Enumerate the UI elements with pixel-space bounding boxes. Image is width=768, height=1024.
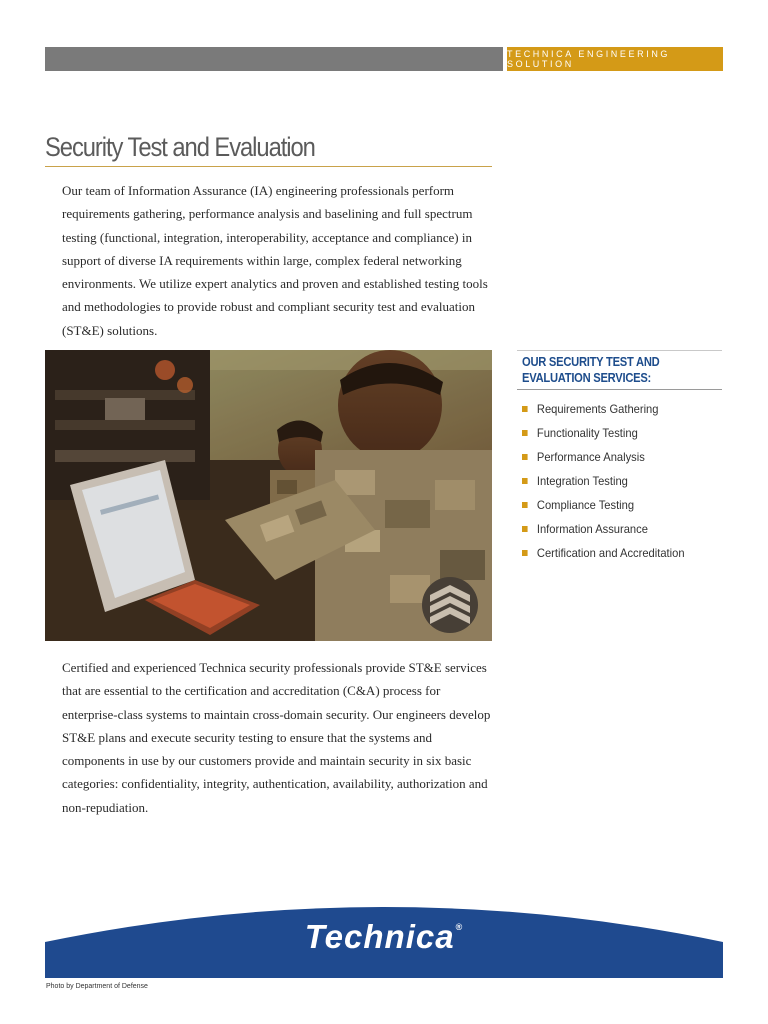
title-divider bbox=[45, 166, 492, 167]
square-bullet-icon bbox=[522, 502, 528, 508]
body-paragraph: Certified and experienced Technica security professionals provide ST&E services that are essential to the certification and accreditation (C&A) process for enterprise-class systems to maintain cross-domain security. Our engineers develop ST&E plans and execute security testing to ensure that the systems and components in use by our customers provide and maintain security in six basic categories: confidentiality, integrity, authentication, availability, authorization and non-repudiation. bbox=[62, 660, 491, 815]
service-item bbox=[522, 541, 685, 565]
intro-paragraph: Our team of Information Assurance (IA) engineering professionals perform requirements gathering, performance analysis and baselining and full spectrum testing (functional, integration, interoperability, acceptance and compliance) in support of diverse IA requirements within large, complex federal networking environments. We utilize expert analytics and proven and established testing tools and methodologies to provide robust and compliant security test and evaluation (ST&E) solutions. bbox=[62, 183, 488, 338]
service-item bbox=[522, 445, 685, 469]
square-bullet-icon bbox=[522, 550, 528, 556]
header-banner-text: TECHNICA ENGINEERING SOLUTION bbox=[507, 49, 671, 69]
square-bullet-icon bbox=[522, 478, 528, 484]
header-banner bbox=[507, 47, 723, 71]
service-item-label: Information Assurance bbox=[536, 522, 648, 536]
service-item bbox=[522, 469, 685, 493]
services-top-rule bbox=[517, 350, 722, 351]
soldiers-at-laptop-photo bbox=[45, 350, 492, 641]
service-item-label: Performance Analysis bbox=[536, 450, 645, 464]
square-bullet-icon bbox=[522, 454, 528, 460]
page-title: Security Test and Evaluation bbox=[45, 132, 315, 162]
service-item-label: Requirements Gathering bbox=[536, 402, 659, 416]
service-item-label: Functionality Testing bbox=[536, 426, 638, 440]
service-item bbox=[522, 421, 685, 445]
service-item bbox=[522, 517, 685, 541]
service-item-label: Certification and Accreditation bbox=[536, 546, 685, 560]
services-bottom-rule bbox=[517, 389, 722, 390]
service-item bbox=[522, 397, 685, 421]
service-item-label: Compliance Testing bbox=[536, 498, 635, 512]
square-bullet-icon bbox=[522, 526, 528, 532]
technica-logo bbox=[45, 918, 723, 956]
square-bullet-icon bbox=[522, 430, 528, 436]
services-heading: OUR SECURITY TEST AND EVALUATION SERVICES: bbox=[522, 354, 660, 385]
service-item-label: Integration Testing bbox=[536, 474, 628, 488]
photo-illustration bbox=[45, 350, 492, 641]
registered-mark: ® bbox=[455, 922, 464, 932]
service-item bbox=[522, 493, 685, 517]
header-gray-bar bbox=[45, 47, 503, 71]
logo-text: Technica bbox=[304, 918, 455, 955]
services-list bbox=[522, 397, 697, 565]
square-bullet-icon bbox=[522, 406, 528, 412]
photo-credit: Photo by Department of Defense bbox=[46, 983, 148, 990]
